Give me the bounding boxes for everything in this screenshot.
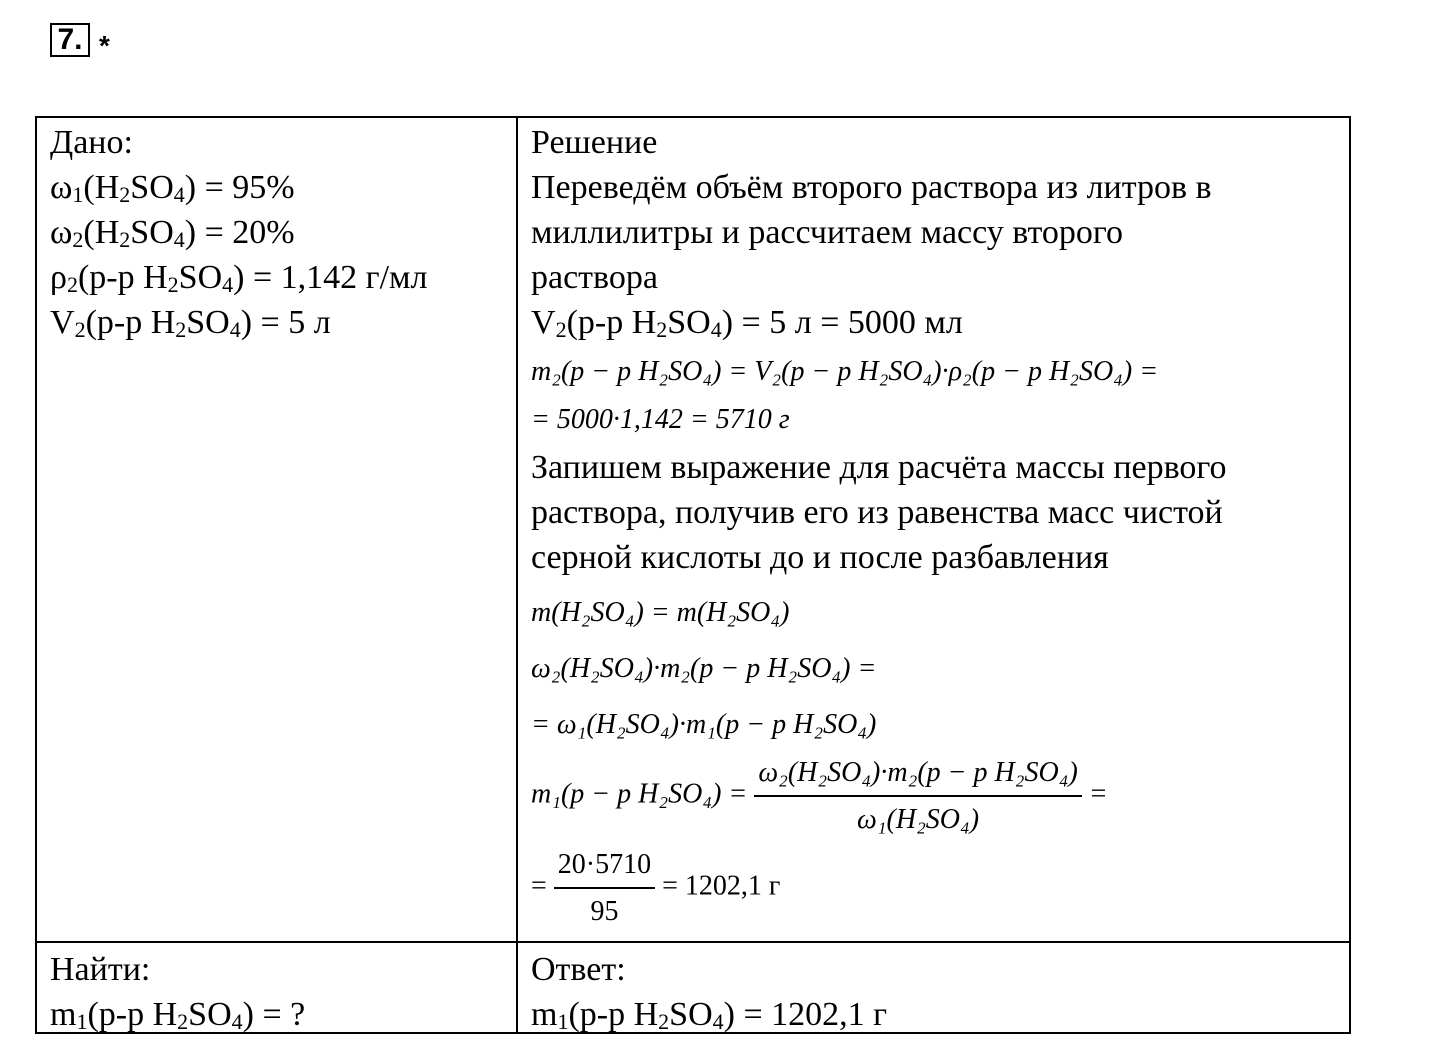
given-v: $V_2(р-р$ $H_2SO_4) = 5$ л: [50, 304, 331, 342]
equation-fraction-balance: ω₂(H₂SO₄)·m₂(р − р H₂SO₄) =: [531, 653, 877, 684]
equation-mass2: m₂(р − р H₂SO₄) = V₂(р − р H₂SO₄)·ρ₂(р − р H₂SO₄) =: [531, 356, 1159, 387]
equation-mass-balance: m(H₂SO₄) = m(H₂SO₄): [531, 597, 790, 628]
given-rho: $\rho_2(р-р$ $H_2SO_4) = 1,142$ г/мл: [50, 259, 428, 297]
answer-header: Ответ:: [531, 951, 626, 988]
find-header: Найти:: [50, 951, 151, 988]
answer-value: $m_1(р-р$ $H_2SO_4) = 1202,1$ г: [531, 996, 888, 1034]
solution-volume: $V_2(р-р$ $H_2SO_4) = 5$ л = 5000 мл: [531, 304, 963, 342]
equation-mass1-fraction: $\frac{\text{ω₂(H₂SO₄)·m₂(р − р H₂SO₄)}}{\text{ω₁(H₂SO₄)}}$: [754, 750, 1081, 842]
given-w1: $\omega_1(H_2SO_4) = 95\%$: [50, 169, 295, 207]
answer-cell: [531, 947, 887, 1037]
solution-text-5: раствора, получив его из равенства масс чистой: [531, 494, 1223, 531]
given-header: Дано:: [50, 124, 133, 161]
find-cell: [50, 947, 305, 1037]
given-w2: $\omega_2(H_2SO_4) = 20\%$: [50, 214, 295, 252]
equation-fraction-balance-2: = ω₁(H₂SO₄)·m₁(р − р H₂SO₄): [531, 709, 877, 740]
solution-text-4: Запишем выражение для расчёта массы первого: [531, 449, 1227, 486]
task-number: 7.: [50, 23, 90, 57]
equation-mass1: m₁(р − р H₂SO₄) = $\frac{\text{ω₂(H₂SO₄)·m₂(р − р H₂SO₄)}}{\text{ω₁(H₂SO₄)}}$ =: [531, 750, 1108, 842]
solution-text-2: миллилитры и рассчитаем массу второго: [531, 214, 1123, 251]
equation-result: = $\frac{20\cdot 5710}{95}$ = 1202,1 г: [531, 842, 780, 934]
solution-text-1: Переведём объём второго раствора из литров в: [531, 169, 1212, 206]
solution-table: [35, 116, 1351, 1034]
difficulty-mark: *: [99, 30, 110, 61]
solution-text-6: серной кислоты до и после разбавления: [531, 539, 1109, 576]
solution-cell: [531, 120, 1341, 930]
row-divider: [37, 941, 1349, 943]
find-target: $m_1(р-р$ $H_2SO_4$) = ?: [50, 996, 306, 1034]
solution-header: Решение: [531, 124, 658, 161]
solution-text-3: раствора: [531, 259, 658, 296]
column-divider: [516, 118, 518, 1032]
equation-result-fraction: $\frac{20\cdot 5710}{95}$: [554, 842, 655, 934]
equation-mass2-result: = 5000·1,142 = 5710 г: [531, 404, 790, 435]
given-cell: [50, 120, 428, 345]
